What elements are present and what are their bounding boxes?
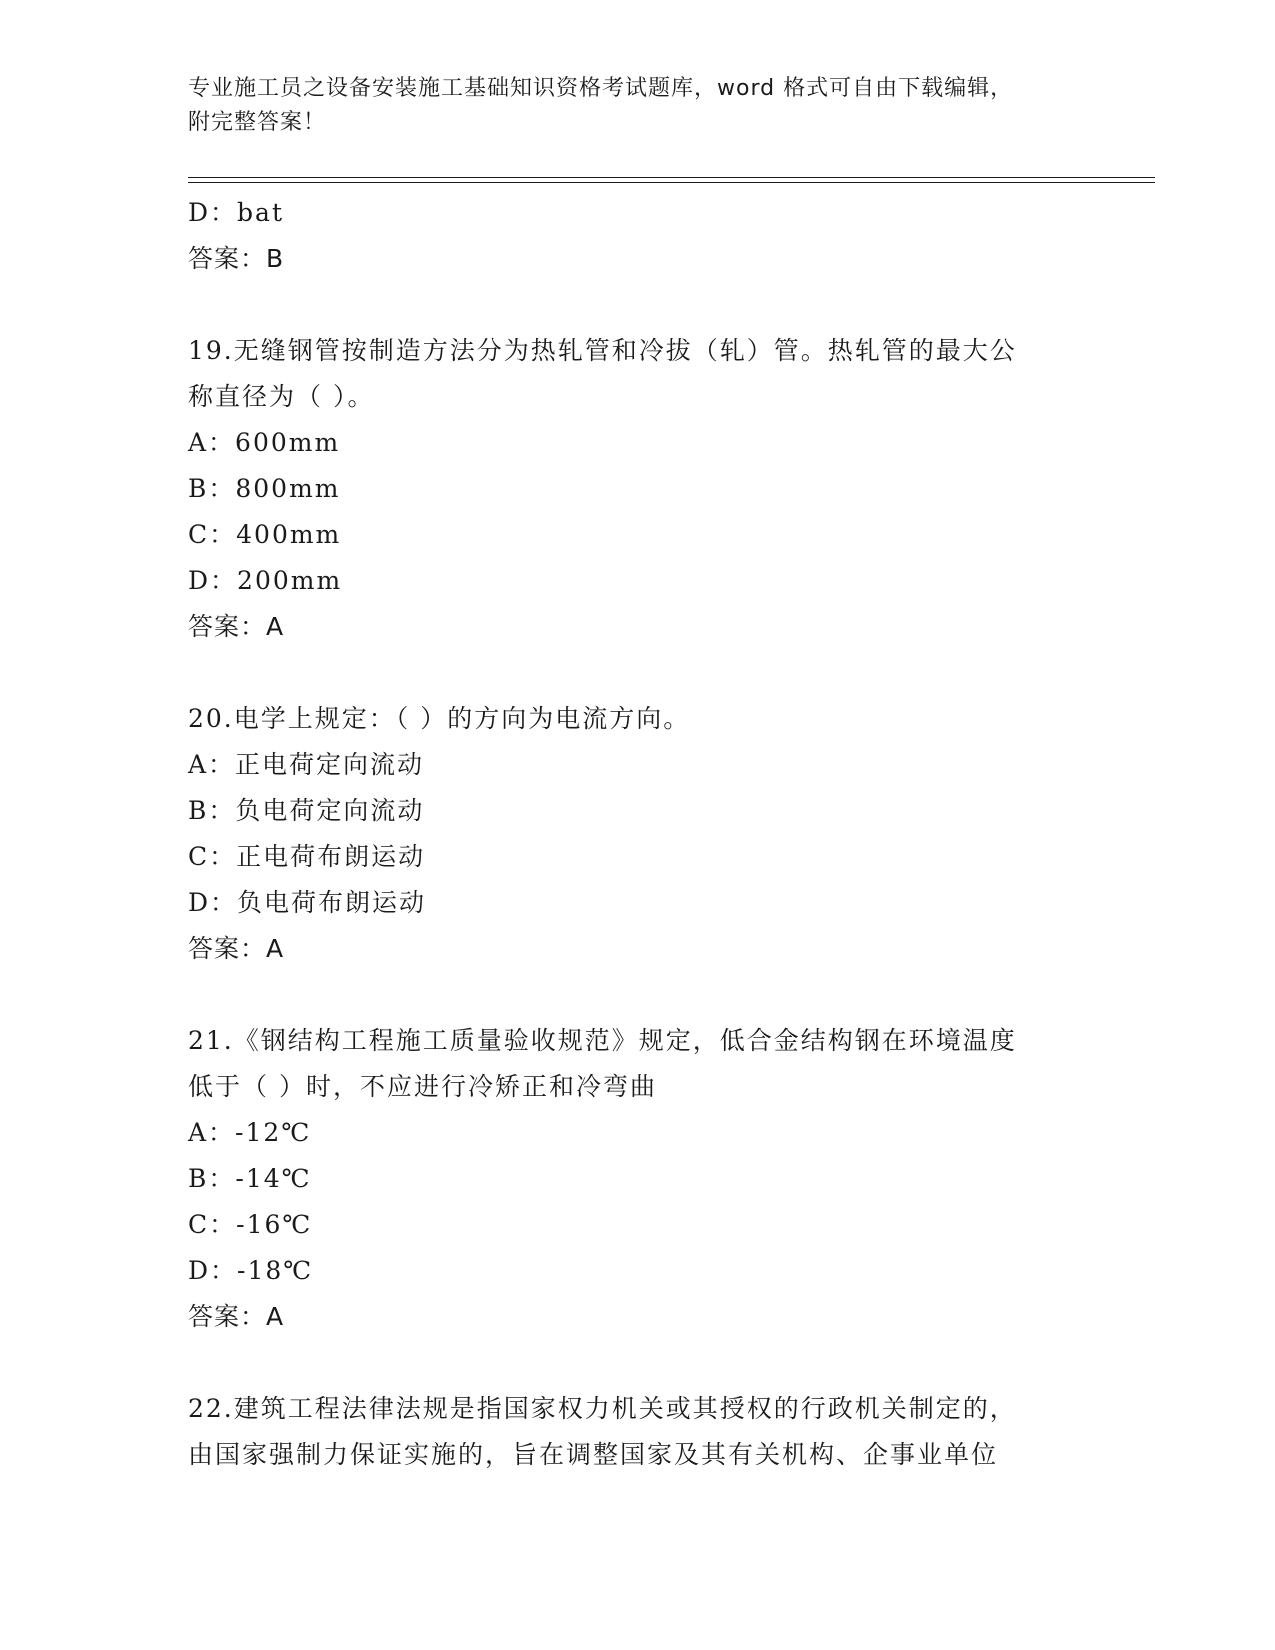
option-d: D：bat bbox=[188, 198, 284, 227]
question-text-line-2: 由国家强制力保证实施的，旨在调整国家及其有关机构、企事业单位 bbox=[188, 1440, 999, 1469]
spacer bbox=[188, 1340, 1088, 1386]
header-divider-top bbox=[188, 177, 1155, 178]
question-text-line-1: 22.建筑工程法律法规是指国家权力机关或其授权的行政机关制定的， bbox=[188, 1394, 1017, 1423]
question-20 bbox=[188, 696, 1088, 972]
question-text-line-2: 称直径为（ ）。 bbox=[188, 382, 375, 411]
question-21 bbox=[188, 1018, 1088, 1340]
question-text-line-1: 20.电学上规定：（ ）的方向为电流方向。 bbox=[188, 704, 691, 733]
option-a: A：正电荷定向流动 bbox=[188, 750, 425, 779]
answer-line: 答案：A bbox=[188, 612, 285, 641]
option-c: C：400mm bbox=[188, 520, 342, 549]
document-header bbox=[188, 72, 1088, 140]
question-text-line-1: 19.无缝钢管按制造方法分为热轧管和冷拔（轧）管。热轧管的最大公 bbox=[188, 336, 1017, 365]
option-b: B：负电荷定向流动 bbox=[188, 796, 425, 825]
option-c: C：-16℃ bbox=[188, 1210, 313, 1239]
header-line-2: 附完整答案！ bbox=[188, 110, 327, 135]
previous-question-tail bbox=[188, 190, 1088, 282]
option-a: A：600mm bbox=[188, 428, 341, 457]
question-text-line-2: 低于（ ）时，不应进行冷矫正和冷弯曲 bbox=[188, 1072, 657, 1101]
option-d: D：负电荷布朗运动 bbox=[188, 888, 427, 917]
option-b: B：800mm bbox=[188, 474, 341, 503]
option-d: D：200mm bbox=[188, 566, 343, 595]
header-divider-bottom bbox=[188, 182, 1155, 183]
document-body bbox=[188, 190, 1088, 1478]
question-22 bbox=[188, 1386, 1088, 1478]
answer-line: 答案：A bbox=[188, 934, 285, 963]
spacer bbox=[188, 972, 1088, 1018]
answer-line: 答案：B bbox=[188, 244, 285, 273]
spacer bbox=[188, 282, 1088, 328]
answer-line: 答案：A bbox=[188, 1302, 285, 1331]
option-c: C：正电荷布朗运动 bbox=[188, 842, 426, 871]
question-text-line-1: 21.《钢结构工程施工质量验收规范》规定，低合金结构钢在环境温度 bbox=[188, 1026, 1017, 1055]
option-d: D：-18℃ bbox=[188, 1256, 314, 1285]
option-b: B：-14℃ bbox=[188, 1164, 312, 1193]
spacer bbox=[188, 650, 1088, 696]
option-a: A：-12℃ bbox=[188, 1118, 312, 1147]
header-line-1: 专业施工员之设备安装施工基础知识资格考试题库，word 格式可自由下载编辑， bbox=[188, 76, 1014, 101]
question-19 bbox=[188, 328, 1088, 650]
